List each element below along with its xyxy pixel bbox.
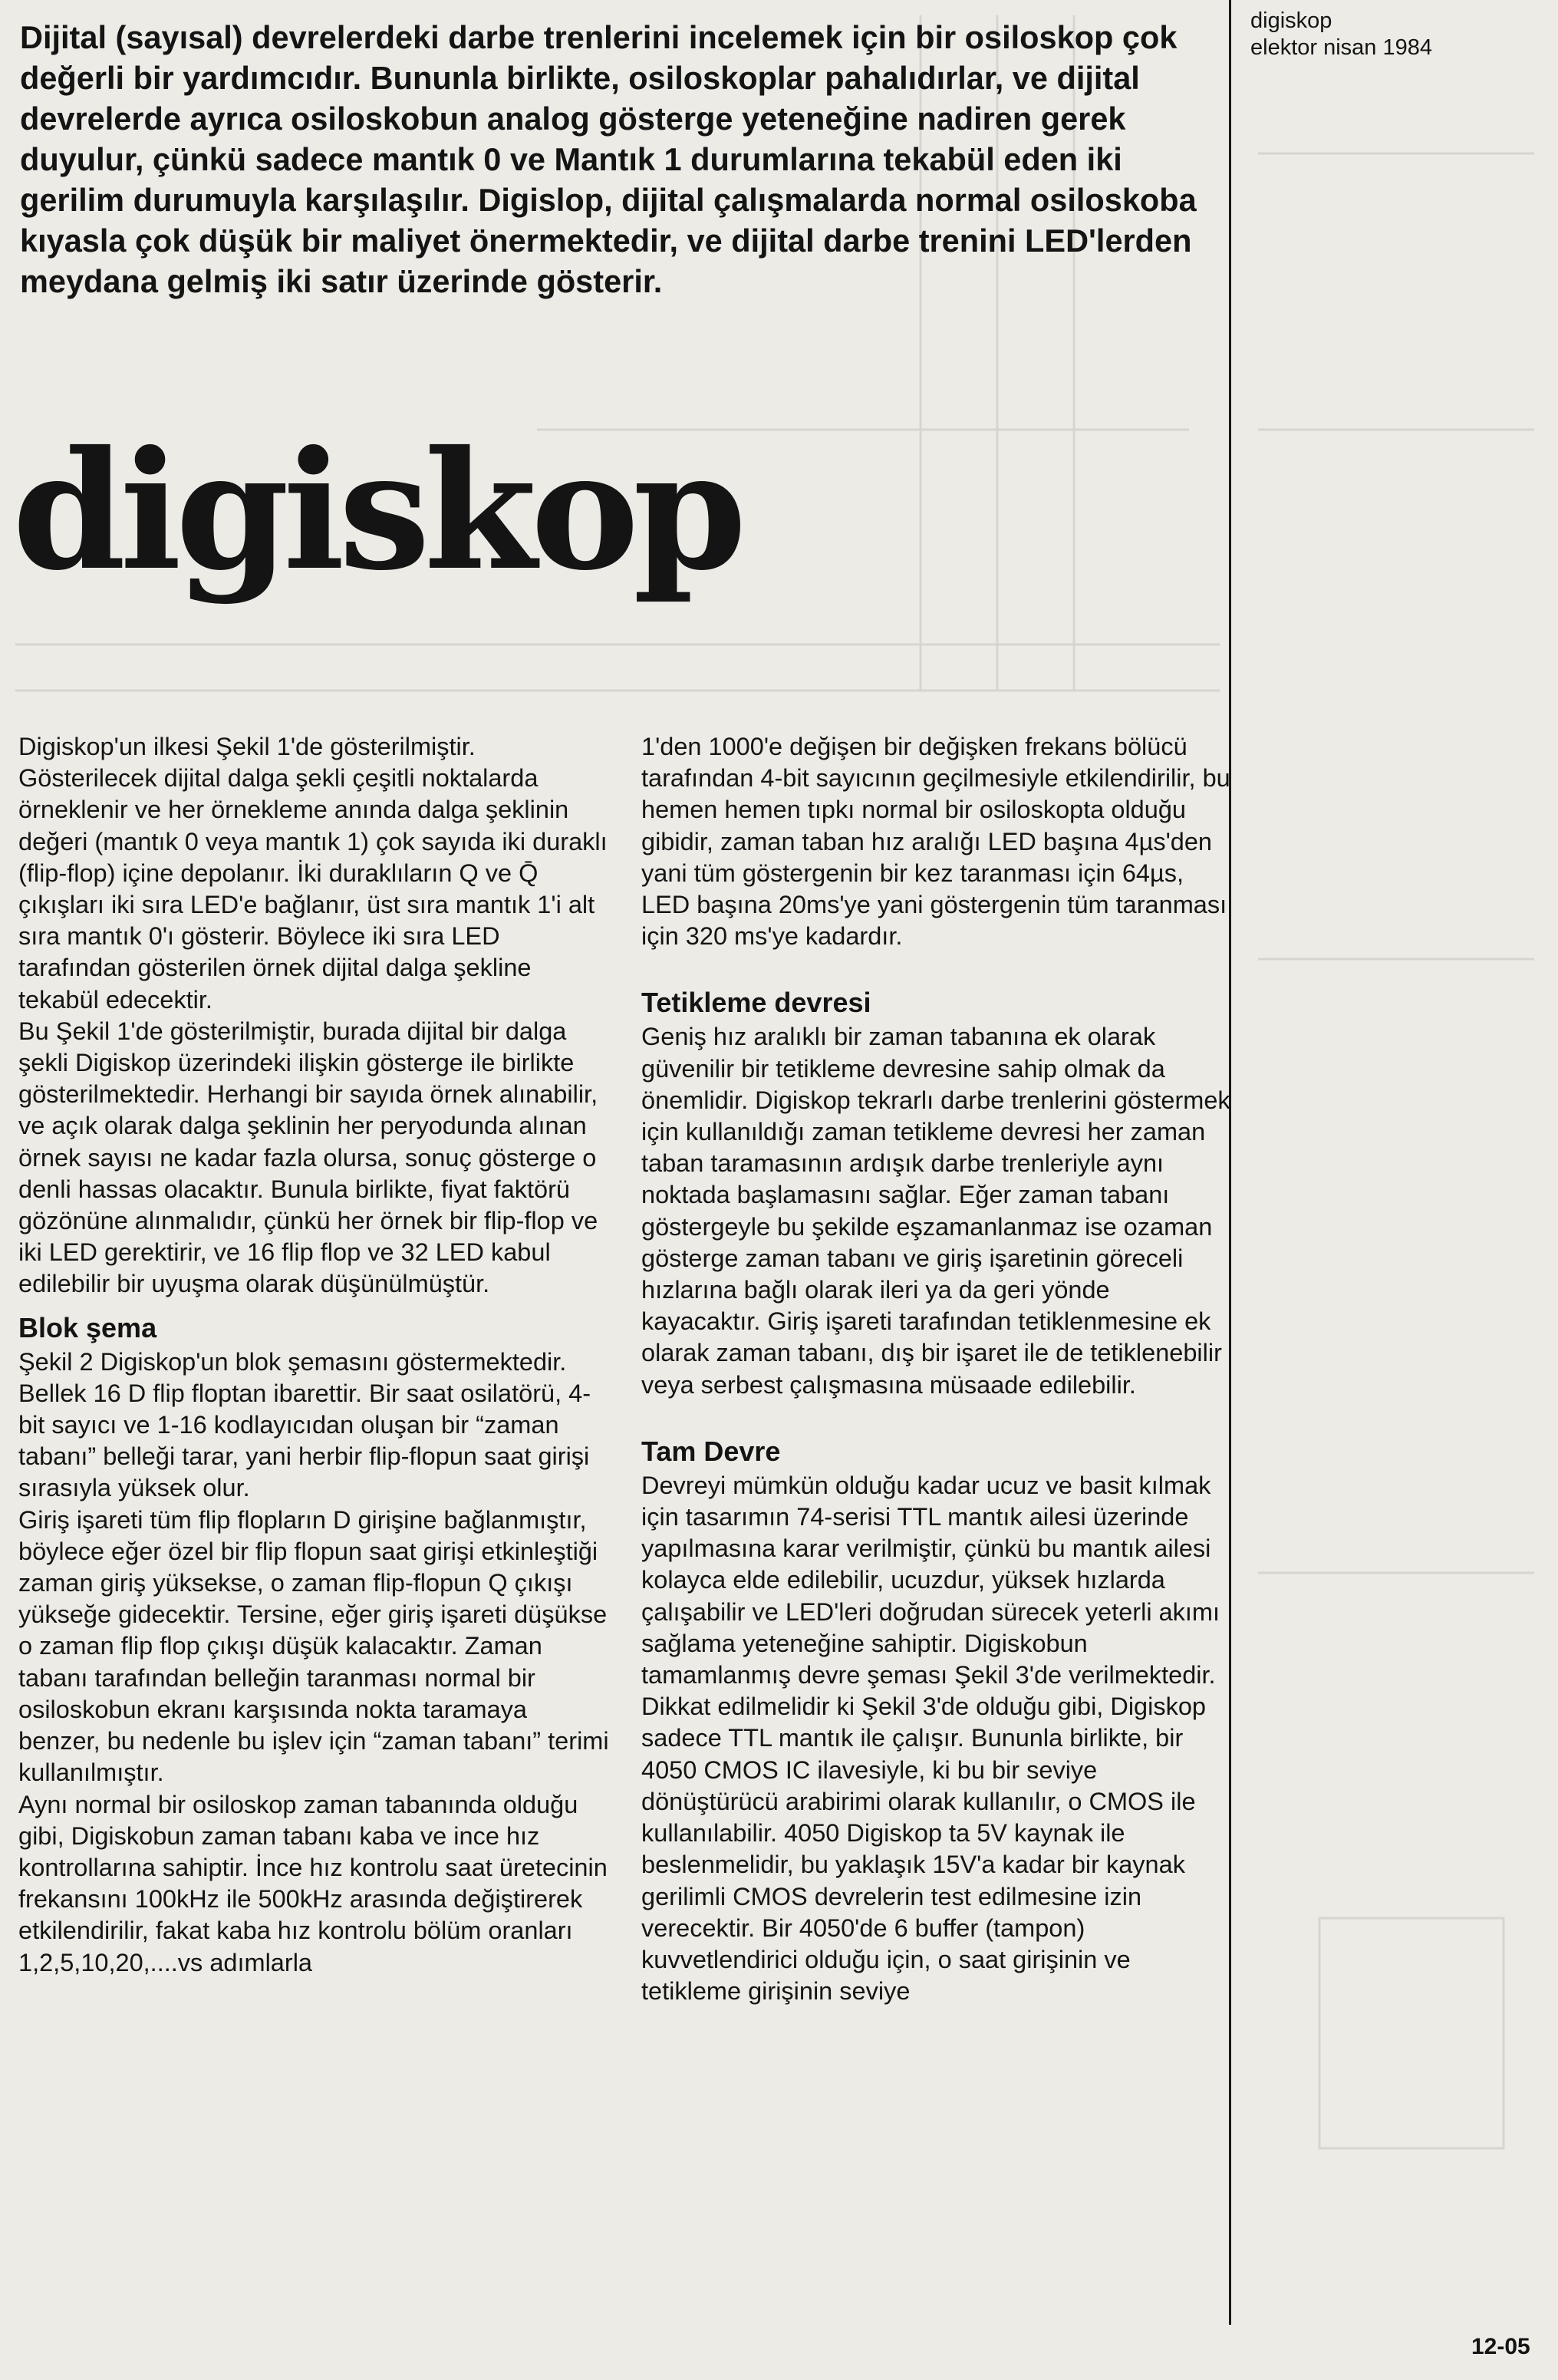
paragraph: Dikkat edilmelidir ki Şekil 3'de olduğu gibi, Digiskop sadece TTL mantık ile çalışır. Bununla birlikte, bir 4050 CMOS IC ilavesiyle, ki bu bir seviye dönüştürücü arabirimi olarak kullanılır, o CMOS ile kullanılabilir. 4050 Digiskop ta 5V kaynak ile beslenmelidir, bu yaklaşık 15V'a kadar bir kaynak gerilimli CMOS devrelerin test edilmesine izin verecektir. Bir 4050'de 6 buffer (tampon) kuvvetlendirici olduğu için, o saat girişinin ve tetikleme girişinin seviye — [641, 1693, 1206, 2006]
paragraph: Şekil 2 Digiskop'un blok şemasını göstermektedir. Bellek 16 D flip floptan ibarettir. Bir saat osilatörü, 4-bit sayıcı ve 1-16 kodlayıcıdan oluşan bir “zaman tabanı” belleği tarar, yani herbir flip-flopun saat girişi sırasıyla yüksek olur. — [18, 1347, 591, 1502]
article-title: digiskop — [12, 415, 741, 606]
paragraph: Bu Şekil 1'de gösterilmiştir, burada dijital bir dalga şekli Digiskop üzerindeki ilişkin gösterge ile birlikte gösterilmektedir. Herhangi bir sayıda örnek alınabilir, ve açık olarak dalga şeklinin her peryodunda alınan örnek sayısı ne kadar fazla olursa, sonuç gösterge o denli hassas olacaktır. Bunula birlikte, fiyat faktörü gözönüne alınmalıdır, çünkü her örnek bir flip-flop ve iki LED gerektirir, ve 16 flip flop ve 32 LED kabul edilebilir bir uyuşma olarak düşünülmüştür. — [18, 1017, 598, 1298]
page-number: 12-05 — [1471, 2334, 1530, 2359]
paragraph: Giriş işareti tüm flip flopların D girişine bağlanmıştır, böylece eğer özel bir flip flopun saat girişi etkinleştiği zaman giriş yüksekse, o zaman flip-flopun Q çıkışı yükseğe gidecektir. Tersine, eğer giriş işareti düşükse o zaman flip flop çıkışı düşük kalacaktır. Zaman tabanı tarafından belleğin taranması normal bir osiloskobun ekranı karşısında nokta taramaya benzer, bu nedenle bu işlev için “zaman tabanı” terimi kullanılmıştır. — [18, 1505, 609, 1787]
header-article-name: digiskop — [1250, 8, 1332, 33]
section-heading-tam-devre: Tam Devre — [641, 1435, 781, 1467]
left-column — [18, 731, 609, 1979]
paragraph: Geniş hız aralıklı bir zaman tabanına ek olarak güvenilir bir tetikleme devresine sahip olmak da önemlidir. Digiskop tekrarlı darbe trenlerini göstermek için kullanıldığı zaman tetikleme devresi her zaman taban taramasının ardışık darbe trenleriyle aynı noktada başlamasını sağlar. Eğer zaman tabanı göstergeyle bu şekilde eşzamanlanmaz ise ozaman gösterge zaman tabanı ve giriş işaretinin göreceli hızlarına bağlı olarak ileri ya da geri yönde kayacaktır. Giriş işareti tarafından tetiklenmesine ek olarak zaman tabanı, dış bir işaret ile de tetiklenebilir veya serbest çalışmasına müsaade edilebilir. — [641, 1023, 1230, 1399]
paragraph: Devreyi mümkün olduğu kadar ucuz ve basit kılmak için tasarımın 74-serisi TTL mantık ailesi üzerinde yapılmasına karar verilmiştir, çünkü bu mantık ailesi kolayca elde edilebilir, ucuzdur, yüksek hızlarda çalışabilir ve LED'leri doğrudan sürecek yeterli akımı sağlama yeteneğine sahiptir. Digiskobun tamamlanmış devre şeması Şekil 3'de verilmektedir. — [641, 1471, 1220, 1689]
section-heading-tetikleme: Tetikleme devresi — [641, 987, 871, 1019]
right-column — [641, 731, 1232, 2007]
paragraph: 1'den 1000'e değişen bir değişken frekans bölücü tarafından 4-bit sayıcının geçilmesiyle etkilendirilir, bu hemen hemen tıpkı normal bir osiloskopta olduğu gibidir, zaman taban hız aralığı LED başına 4µs'den yani tüm göstergenin bir kez taranması için 64µs, LED başına 20ms'ye yani göstergenin tüm taranması için 320 ms'ye kadardır. — [641, 733, 1230, 951]
paragraph: Digiskop'un ilkesi Şekil 1'de gösterilmiştir. Gösterilecek dijital dalga şekli çeşitli noktalarda örneklenir ve her örnekleme anında dalga şeklinin değeri (mantık 0 veya mantık 1) çok sayıda iki duraklı (flip-flop) içine depolanır. İki duraklıların Q ve Q̄ çıkışları iki sıra LED'e bağlanır, üst sıra mantık 1'i alt sıra mantık 0'ı gösterir. Böylece iki sıra LED tarafından gösterilen örnek dijital dalga şekline tekabül edecektir. — [18, 733, 608, 1014]
section-heading-blok-sema: Blok şema — [18, 1311, 157, 1343]
intro-paragraph: Dijital (sayısal) devrelerdeki darbe trenlerini incelemek için bir osiloskop çok değerli bir yardımcıdır. Bununla birlikte, osiloskoplar pahalıdırlar, ve dijital devrelerde ayrıca osiloskobun analog gösterge yeteneğine nadiren gerek duyulur, çünkü sadece mantık 0 ve Mantık 1 durumlarına tekabül eden iki gerilim durumuyla karşılaşılır. Digislop, dijital çalışmalarda normal osiloskoba kıyasla çok düşük bir maliyet önermektedir, ve dijital darbe trenini LED'lerden meydana gelmiş iki satır üzerinde gösterir. — [20, 19, 1197, 299]
running-header — [1250, 8, 1542, 61]
paragraph: Aynı normal bir osiloskop zaman tabanında olduğu gibi, Digiskobun zaman tabanı kaba ve ince hız kontrollarına sahiptir. İnce hız kontrolu saat üretecinin frekansını 100kHz ile 500kHz arasında değiştirerek etkilendirilir, fakat kaba hız kontrolu bölüm oranları 1,2,5,10,20,....vs adımlarla — [18, 1790, 608, 1976]
header-issue: elektor nisan 1984 — [1250, 35, 1432, 60]
